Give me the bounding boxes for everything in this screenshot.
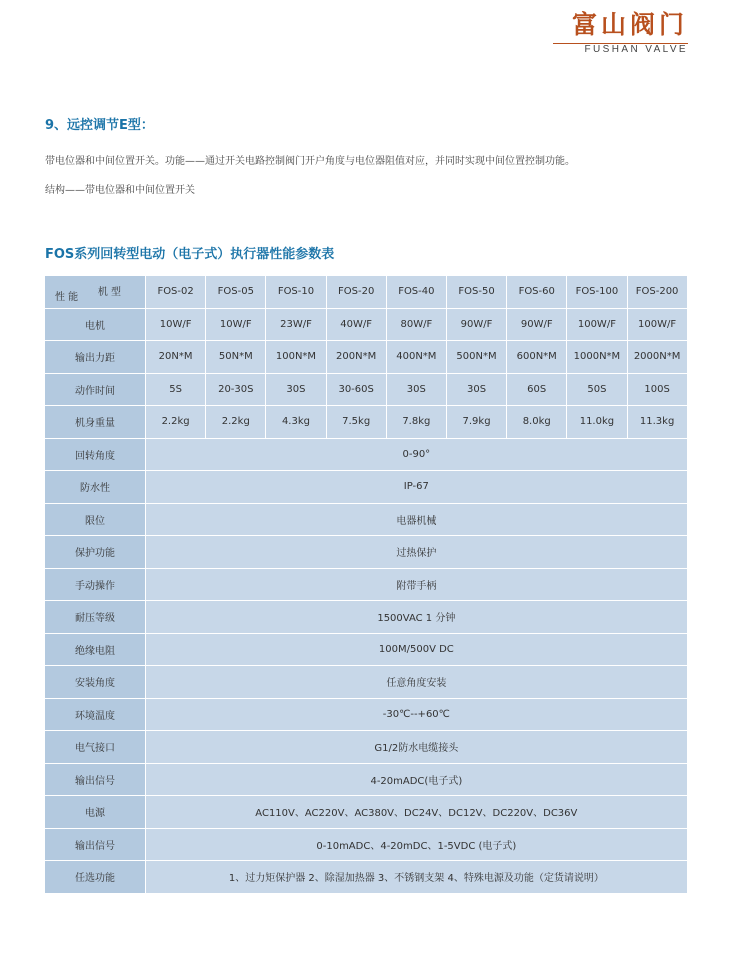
spec-table [44,275,688,894]
model-header-cell: FOS-20 [326,276,386,309]
table-cell: 30S [266,373,326,406]
table-cell: 30-60S [326,373,386,406]
table-span-cell: G1/2防水电缆接头 [146,731,688,764]
row-label: 安装角度 [45,666,146,699]
table-row [45,471,688,504]
table-span-cell: 0-90° [146,438,688,471]
table-row [45,633,688,666]
table-cell: 2000N*M [627,341,687,374]
table-row [45,341,688,374]
table-span-cell: 4-20mADC(电子式) [146,763,688,796]
table-span-cell: -30℃--+60℃ [146,698,688,731]
table-row [45,601,688,634]
table-row [45,406,688,439]
row-label: 电气接口 [45,731,146,764]
table-row [45,861,688,894]
model-header-cell: FOS-60 [507,276,567,309]
table-cell: 7.5kg [326,406,386,439]
row-label: 动作时间 [45,373,146,406]
brand-name-cn: 富山阀门 [571,10,688,39]
table-row [45,503,688,536]
row-label: 任选功能 [45,861,146,894]
table-cell: 8.0kg [507,406,567,439]
table-cell: 200N*M [326,341,386,374]
row-label: 机身重量 [45,406,146,439]
table-cell: 20N*M [146,341,206,374]
table-cell: 500N*M [446,341,506,374]
table-title: FOS系列回转型电动（电子式）执行器性能参数表 [45,247,335,262]
table-span-cell: 1500VAC 1 分钟 [146,601,688,634]
logo-divider [553,43,688,44]
table-span-cell: IP-67 [146,471,688,504]
row-label: 输出信号 [45,828,146,861]
table-span-cell: 电器机械 [146,503,688,536]
table-span-cell: AC110V、AC220V、AC380V、DC24V、DC12V、DC220V、DC36V [146,796,688,829]
table-row [45,698,688,731]
table-cell: 11.3kg [627,406,687,439]
table-cell: 10W/F [206,308,266,341]
model-header-cell: FOS-02 [146,276,206,309]
header-model-label: 机 型 [97,287,121,298]
table-row [45,438,688,471]
model-header-cell: FOS-10 [266,276,326,309]
table-cell: 10W/F [146,308,206,341]
table-cell: 2.2kg [206,406,266,439]
table-span-cell: 过热保护 [146,536,688,569]
table-cell: 11.0kg [567,406,627,439]
row-label: 耐压等级 [45,601,146,634]
table-span-cell: 任意角度安装 [146,666,688,699]
row-label: 回转角度 [45,438,146,471]
table-cell: 50S [567,373,627,406]
table-cell: 60S [507,373,567,406]
table-row [45,308,688,341]
row-label: 防水性 [45,471,146,504]
table-cell: 2.2kg [146,406,206,439]
section-title: 9、远控调节E型： [45,118,154,133]
header-performance-label: 性 能 [55,291,79,303]
model-header-cell: FOS-05 [206,276,266,309]
table-cell: 5S [146,373,206,406]
header-corner-cell [45,276,146,309]
table-row [45,373,688,406]
row-label: 输出信号 [45,763,146,796]
table-cell: 30S [446,373,506,406]
model-header-cell: FOS-40 [386,276,446,309]
model-header-cell: FOS-200 [627,276,687,309]
table-cell: 1000N*M [567,341,627,374]
row-label: 电源 [45,796,146,829]
table-row [45,796,688,829]
row-label: 输出力距 [45,341,146,374]
brand-name-en: FUSHAN VALVE [584,44,688,55]
table-cell: 100N*M [266,341,326,374]
table-cell: 30S [386,373,446,406]
table-cell: 40W/F [326,308,386,341]
table-row [45,828,688,861]
row-label: 环境温度 [45,698,146,731]
table-cell: 23W/F [266,308,326,341]
table-cell: 100W/F [567,308,627,341]
model-header-cell: FOS-50 [446,276,506,309]
table-cell: 4.3kg [266,406,326,439]
table-row [45,666,688,699]
table-span-cell: 1、过力矩保护器 2、除湿加热器 3、不锈钢支架 4、特殊电源及功能（定货请说明） [146,861,688,894]
model-header-cell: FOS-100 [567,276,627,309]
table-row [45,536,688,569]
table-cell: 80W/F [386,308,446,341]
section-description: 带电位器和中间位置开关。功能——通过开关电路控制阀门开户角度与电位器阻值对应，并同时实现中间位置控制功能。 [45,156,575,167]
row-label: 绝缘电阻 [45,633,146,666]
table-row [45,731,688,764]
table-cell: 7.8kg [386,406,446,439]
table-row [45,568,688,601]
row-label: 电机 [45,308,146,341]
table-header-row [45,276,688,309]
table-cell: 7.9kg [446,406,506,439]
row-label: 保护功能 [45,536,146,569]
table-row [45,763,688,796]
table-cell: 20-30S [206,373,266,406]
table-cell: 600N*M [507,341,567,374]
section-structure: 结构——带电位器和中间位置开关 [45,185,195,196]
table-cell: 90W/F [507,308,567,341]
table-cell: 400N*M [386,341,446,374]
row-label: 手动操作 [45,568,146,601]
row-label: 限位 [45,503,146,536]
table-cell: 90W/F [446,308,506,341]
table-span-cell: 附带手柄 [146,568,688,601]
table-span-cell: 100M/500V DC [146,633,688,666]
table-cell: 50N*M [206,341,266,374]
table-span-cell: 0-10mADC、4-20mDC、1-5VDC (电子式) [146,828,688,861]
table-cell: 100W/F [627,308,687,341]
brand-logo [572,10,688,55]
table-cell: 100S [627,373,687,406]
